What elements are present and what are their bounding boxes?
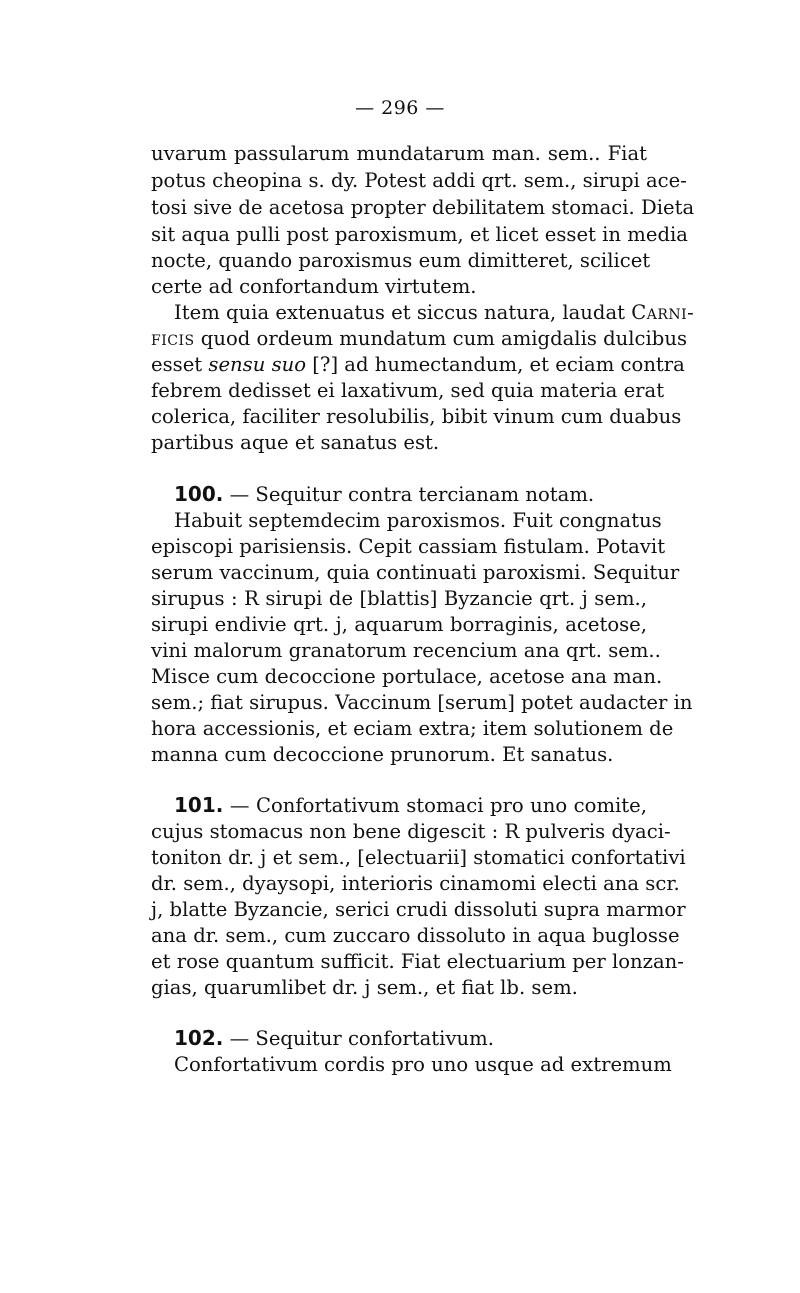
text-line: toniton dr. j et sem., [electuarii] stomatici confortativi bbox=[151, 846, 686, 869]
text-line: hora accessionis, et eciam extra; item solutionem de bbox=[151, 717, 674, 740]
italic-phrase: sensu suo bbox=[208, 353, 307, 376]
text-line: j, blatte Byzancie, serici crudi dissoluti supra marmor bbox=[151, 898, 686, 921]
text-line: vini malorum granatorum recencium ana qrt. sem.. bbox=[151, 639, 661, 662]
author-name-smallcaps: Carni- bbox=[631, 301, 695, 324]
text-segment: esset bbox=[151, 353, 209, 376]
text-line: sit aqua pulli post paroxismum, et licet esset in media bbox=[151, 223, 688, 246]
text-line: potus cheopina s. dy. Potest addi qrt. sem., sirupi ace- bbox=[151, 169, 687, 192]
text-segment: — Confortativum stomaci pro uno comite, bbox=[223, 794, 647, 817]
text-line: uvarum passularum mundatarum man. sem.. Fiat bbox=[151, 142, 647, 165]
text-segment: [?] ad humectandum, et eciam contra bbox=[306, 353, 685, 376]
text-line: Misce cum decoccione portulace, acetose ana man. bbox=[151, 665, 663, 688]
text-line: gias, quarumlibet dr. j sem., et fiat lb. sem. bbox=[151, 976, 578, 999]
text-segment: — Sequitur contra tercianam notam. bbox=[223, 483, 595, 506]
text-segment: Item quia extenuatus et siccus natura, laudat bbox=[174, 301, 632, 324]
section-heading-102 bbox=[174, 1025, 494, 1052]
author-name-smallcaps: ficis bbox=[151, 327, 195, 350]
section-number: 102. bbox=[174, 1026, 224, 1050]
section-heading-101 bbox=[174, 792, 647, 819]
text-line: cujus stomacus non bene digescit : R pulveris dyaci- bbox=[151, 820, 671, 843]
text-segment: quod ordeum mundatum cum amigdalis dulcibus bbox=[194, 327, 688, 350]
section-heading-100 bbox=[174, 481, 594, 508]
text-line: partibus aque et sanatus est. bbox=[151, 431, 440, 454]
text-line: dr. sem., dyaysopi, interioris cinamomi electi ana scr. bbox=[151, 872, 680, 895]
text-line: Confortativum cordis pro uno usque ad extremum bbox=[174, 1053, 672, 1076]
text-line bbox=[151, 325, 688, 352]
page-number: — 296 — bbox=[355, 97, 445, 119]
text-line: episcopi parisiensis. Cepit cassiam fistulam. Potavit bbox=[151, 535, 666, 558]
text-line: serum vaccinum, quia continuati paroxismi. Sequitur bbox=[151, 561, 680, 584]
text-line: certe ad confortandum virtutem. bbox=[151, 275, 477, 298]
text-line: Habuit septemdecim paroxismos. Fuit congnatus bbox=[174, 509, 662, 532]
text-line: et rose quantum sufficit. Fiat electuarium per lonzan- bbox=[151, 950, 684, 973]
text-segment: — Sequitur confortativum. bbox=[223, 1027, 494, 1050]
text-line: sirupus : R sirupi de [blattis] Byzancie qrt. j sem., bbox=[151, 587, 647, 610]
text-line: manna cum decoccione prunorum. Et sanatus. bbox=[151, 743, 614, 766]
text-line: ana dr. sem., cum zuccaro dissoluto in aqua buglosse bbox=[151, 924, 680, 947]
text-line bbox=[174, 299, 695, 326]
text-line: febrem dedisset ei laxativum, sed quia materia erat bbox=[151, 379, 665, 402]
text-line: sem.; fiat sirupus. Vaccinum [serum] potet audacter in bbox=[151, 691, 693, 714]
section-number: 101. bbox=[174, 793, 224, 817]
section-number: 100. bbox=[174, 482, 224, 506]
text-line: colerica, faciliter resolubilis, bibit vinum cum duabus bbox=[151, 405, 682, 428]
text-line: sirupi endivie qrt. j, aquarum borraginis, acetose, bbox=[151, 613, 647, 636]
text-line bbox=[151, 351, 685, 378]
text-line: nocte, quando paroxismus eum dimitteret, scilicet bbox=[151, 249, 651, 272]
text-line: tosi sive de acetosa propter debilitatem stomaci. Dieta bbox=[151, 196, 695, 219]
